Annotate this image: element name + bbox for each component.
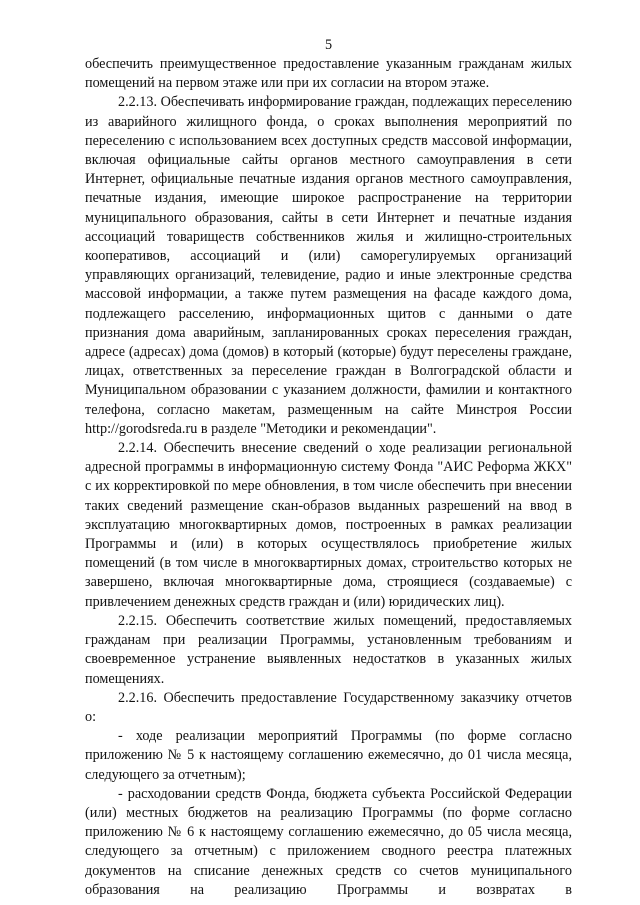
paragraph-2-2-13: 2.2.13. Обеспечивать информирование граждан, подлежащих переселению из аварийного жилищного фонда, о сроках выполнения мероприятий по переселению с использованием всех доступных средств массовой информации, включая официальные сайты органов местного самоуправления в сети Интернет, официальные печатные издания органов местного самоуправления, печатные издания, имеющие широкое распространение на территории муниципального образования, сайты в сети Интернет и печатные издания ассоциаций товариществ собственников жилья и жилищно-строительных кооперативов, ассоциаций и (или) саморегулируемых организаций управляющих организаций, телевидение, радио и иные электронные средства массовой информации, а также путем размещения на фасаде каждого дома, подлежащего расселению, информационных щитов с данными о дате признания дома аварийным, запланированных сроках переселения граждан, адресе (адресах) дома (домов) в который (которые) будут переселены граждане, лицах, ответственных за переселение граждан в Волгоградской области и Муниципальном образовании с указанием должности, фамилии и контактного телефона, согласно макетам, размещенным на сайте Минстроя России http://gorodsreda.ru в разделе "Методики и рекомендации". <box>85 94 572 437</box>
list-item-expenditure-report: - расходовании средств Фонда, бюджета субъекта Российской Федерации (или) местных бюджетов на реализацию Программы (по форме согласно приложению № 6 к настоящему соглашению ежемесячно, до 05 числа месяца, следующего за отчетным) с приложением сводного реестра платежных документов на списание денежных средств со счетов муниципального образования на реализацию Программы и возвратах в <box>85 785 572 898</box>
list-item-progress-report: - ходе реализации мероприятий Программы (по форме согласно приложению № 5 к настоящему соглашению ежемесячно, до 01 числа месяца, следующего за отчетным); <box>85 728 572 783</box>
paragraph-continuation: обеспечить преимущественное предоставление указанным гражданам жилых помещений на первом этаже или при их согласии на втором этаже. <box>85 56 572 92</box>
document-page <box>85 36 572 900</box>
paragraph-2-2-16: 2.2.16. Обеспечить предоставление Государственному заказчику отчетов о: <box>85 689 572 725</box>
page-number: 5 <box>324 37 333 53</box>
paragraph-2-2-14: 2.2.14. Обеспечить внесение сведений о ходе реализации региональной адресной программы в информационную систему Фонда "АИС Реформа ЖКХ" с их корректировкой по мере обновления, в том числе обеспечить при внесении таких сведений размещение скан-образов выданных разрешений на ввод в эксплуатацию многоквартирных домов, построенных в рамках реализации Программы и (или) в которых осуществлялось приобретение жилых помещений (в том числе в многоквартирных домах, строительство которых не завершено, включая многоквартирные дома, строящиеся (создаваемые) с привлечением денежных средств граждан и (или) юридических лиц). <box>85 440 572 610</box>
paragraph-2-2-15: 2.2.15. Обеспечить соответствие жилых помещений, предоставляемых гражданам при реализации Программы, установленным требованиям и своевременное устранение выявленных недостатков в указанных жилых помещениях. <box>85 612 572 687</box>
